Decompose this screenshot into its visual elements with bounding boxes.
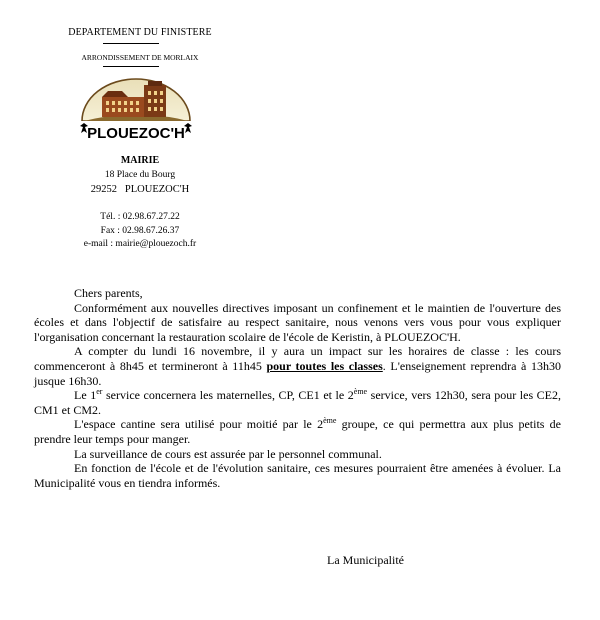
address-city: 29252 PLOUEZOC'H xyxy=(90,184,190,195)
paragraph-text: L'espace cantine sera utilisé pour moitié par le 2 xyxy=(74,417,324,432)
paragraph-text: Le 1 xyxy=(74,388,97,403)
superscript: er xyxy=(96,387,103,397)
divider xyxy=(103,66,159,67)
fax-number: Fax : 02.98.67.26.37 xyxy=(100,226,180,236)
email-address: e-mail : mairie@plouezoch.fr xyxy=(83,239,197,249)
paragraph: Conformément aux nouvelles directives imposant un confinement et le maintien de l'ouverture des écoles et dans l'objectif de satisfaire au respect sanitaire, nous venons vers vous pour vous expliquer l'organisation concernant la restauration scolaire de l'école de Keristin, à PLOUEZOC'H. xyxy=(34,300,561,344)
arrondissement-heading: ARRONDISSEMENT DE MORLAIX xyxy=(81,53,199,62)
signature: La Municipalité xyxy=(327,553,404,567)
paragraph: En fonction de l'école et de l'évolution sanitaire, ces mesures pourraient être amenées à évoluer. La Municipalité vous en tiendra informés. xyxy=(34,461,561,490)
paragraph xyxy=(34,417,561,446)
department-heading: DEPARTEMENT DU FINISTERE xyxy=(68,27,212,38)
letter-body xyxy=(34,286,561,490)
paragraph-text: service concernera les maternelles, CP, CE1 et le 2 xyxy=(102,388,354,403)
phone-number: Tél. : 02.98.67.27.22 xyxy=(100,212,180,222)
superscript: ème xyxy=(353,387,368,397)
address-street: 18 Place du Bourg xyxy=(104,170,176,180)
paragraph xyxy=(34,344,561,388)
paragraph-text: groupe, ce qui permettra aux plus petits de prendre leur temps pour manger. xyxy=(34,417,562,446)
paragraph-text: A compter du lundi 16 novembre, il y aura un impact sur les horaires de classe : les cours commenceront à 8h45 et termineront à 11h45 xyxy=(34,344,561,373)
divider xyxy=(103,43,159,44)
paragraph-text: . L'enseignement reprendra à 13h30 jusque 16h30. xyxy=(34,358,561,388)
paragraph xyxy=(34,388,561,417)
paragraph: La surveillance de cours est assurée par le personnel communal. xyxy=(74,446,382,461)
mairie-title: MAIRIE xyxy=(120,155,160,166)
logo-text: PLOUEZOC'H xyxy=(87,125,185,142)
superscript: ème xyxy=(323,416,337,426)
emphasis-text: pour toutes les classes xyxy=(266,358,383,373)
town-logo xyxy=(72,71,200,145)
paragraph-text: service, vers 12h30, sera pour les CE2, CM1 et CM2. xyxy=(34,388,562,417)
greeting: Chers parents, xyxy=(74,286,143,300)
